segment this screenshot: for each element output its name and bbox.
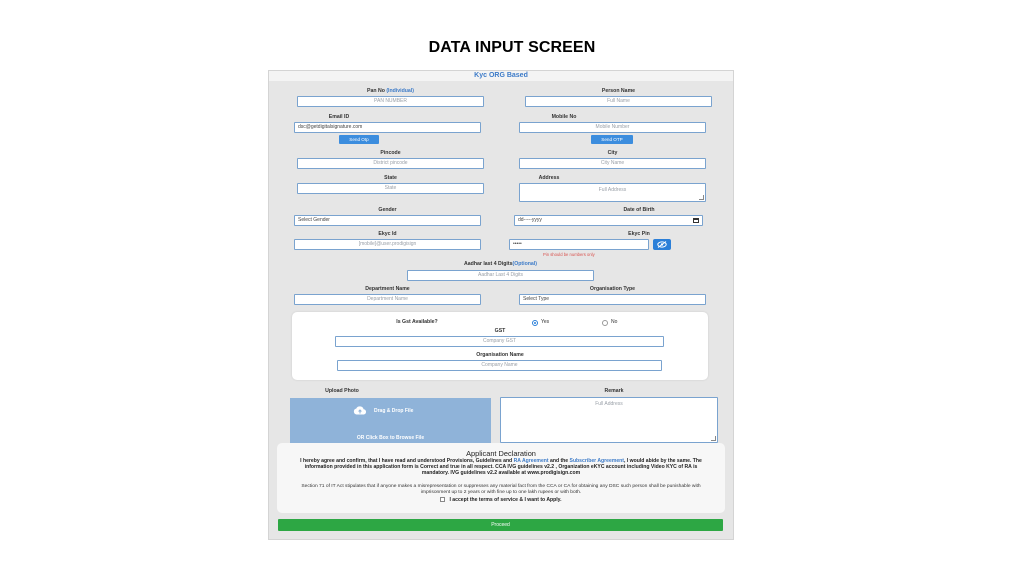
gst-label: GST [494, 328, 506, 334]
upload-label: Upload Photo [325, 388, 359, 394]
state-label: State [384, 175, 397, 181]
send-otp-email-button[interactable]: Send Otp [339, 135, 379, 144]
pincode-label: Pincode [380, 150, 401, 156]
proceed-button[interactable]: Proceed [278, 519, 723, 531]
person-name-label: Person Name [601, 88, 636, 94]
remark-label: Remark [604, 388, 624, 394]
calendar-icon[interactable] [693, 218, 699, 223]
drag-drop-text: Drag & Drop File [374, 408, 414, 414]
dob-value: dd-----yyyy [518, 217, 542, 223]
slide-title: DATA INPUT SCREEN [428, 39, 596, 56]
eye-slash-icon [657, 241, 667, 248]
aadhar-input[interactable]: Aadhar Last 4 Digits [407, 270, 594, 281]
gst-yes-label: Yes [541, 319, 550, 325]
ekyc-id-input[interactable]: [mobile]@user.prodigisign [294, 239, 481, 250]
org-name-label: Organisation Name [476, 352, 524, 358]
gst-card [292, 312, 708, 380]
person-name-input[interactable]: Full Name [525, 96, 712, 107]
gst-input[interactable]: Company GST [335, 336, 664, 347]
accept-terms-label: I accept the terms of service & I want to Apply. [449, 497, 562, 503]
declaration-paragraph: I hereby agree and confirm, that I have read and understood Provisions, Guidelines and RA Agreement and the Subscriber Agreement, I would abide by the same. The information provided in this application form is Correct and true in all respect. CCA IVG guidelines v2.2 , Organization eKYC account including Video KYC of RA is mandatory. IVG guidelines v2.2 available at www.prodigisign.com [300, 458, 702, 477]
remark-placeholder: Full Address [595, 401, 623, 407]
kyc-form-panel [268, 70, 734, 540]
send-otp-mobile-button[interactable]: Send OTP [591, 135, 633, 144]
address-label: Address [538, 175, 560, 181]
city-label: City [607, 150, 618, 156]
section-71-paragraph: Section 71 of IT Act stipulates that if anyone makes a misrepresentation or suppresses any material fact from the CCA or CA for obtaining any DSC such person shall be punishable with imprisonment up to 2 years or with fine up to one lakh rupees or with both. [301, 484, 701, 496]
ra-agreement-link[interactable]: RA Agreement [513, 458, 549, 464]
declaration-title: Applicant Declaration [466, 449, 536, 458]
ekyc-id-label: Ekyc Id [378, 231, 397, 237]
aadhar-label: Aadhar last 4 Digits(Optional) [464, 261, 537, 267]
email-input[interactable]: dsc@getdigitalsignature.com [294, 122, 481, 133]
org-type-select[interactable]: Select Type [519, 294, 706, 305]
dob-label: Date of Birth [623, 207, 655, 213]
pin-error-message: Pin should be numbers only [543, 252, 595, 257]
org-name-input[interactable]: Company Name [337, 360, 662, 371]
gst-no-label: No [611, 319, 618, 325]
accept-terms-checkbox[interactable] [440, 497, 445, 502]
email-label: Email ID [328, 114, 350, 120]
resize-grip-icon[interactable] [711, 436, 716, 441]
ekyc-pin-input[interactable]: ••••• [509, 239, 649, 250]
cloud-upload-icon [353, 406, 367, 415]
applicant-declaration [277, 443, 725, 513]
gender-select[interactable]: Select Gender [294, 215, 481, 226]
ekyc-pin-label: Ekyc Pin [628, 231, 650, 237]
browse-text: OR Click Box to Browse File [356, 435, 425, 441]
pincode-input[interactable]: District pincode [297, 158, 484, 169]
department-input[interactable]: Department Name [294, 294, 481, 305]
pan-input[interactable]: PAN NUMBER [297, 96, 484, 107]
mobile-label: Mobile No [551, 114, 577, 120]
pan-label: Pan No (Individual) [367, 88, 414, 94]
address-placeholder: Full Address [598, 187, 627, 193]
remark-textarea[interactable] [500, 397, 718, 443]
org-type-label: Organisation Type [589, 286, 636, 292]
state-input[interactable]: State [297, 183, 484, 194]
mobile-input[interactable]: Mobile Number [519, 122, 706, 133]
resize-grip-icon[interactable] [699, 195, 704, 200]
gst-yes-radio[interactable] [532, 320, 538, 326]
department-label: Department Name [365, 286, 410, 292]
subscriber-agreement-link[interactable]: Subscriber Agreement [569, 458, 624, 464]
gst-question: Is Gst Available? [396, 319, 438, 325]
show-pin-button[interactable] [653, 239, 671, 250]
gst-no-radio[interactable] [602, 320, 608, 326]
address-textarea[interactable] [519, 183, 706, 202]
upload-dropzone[interactable] [290, 398, 491, 445]
city-input[interactable]: City Name [519, 158, 706, 169]
accept-terms-row [277, 497, 725, 503]
gender-label: Gender [378, 207, 397, 213]
dob-input[interactable] [514, 215, 703, 226]
form-header: Kyc ORG Based [269, 71, 733, 81]
